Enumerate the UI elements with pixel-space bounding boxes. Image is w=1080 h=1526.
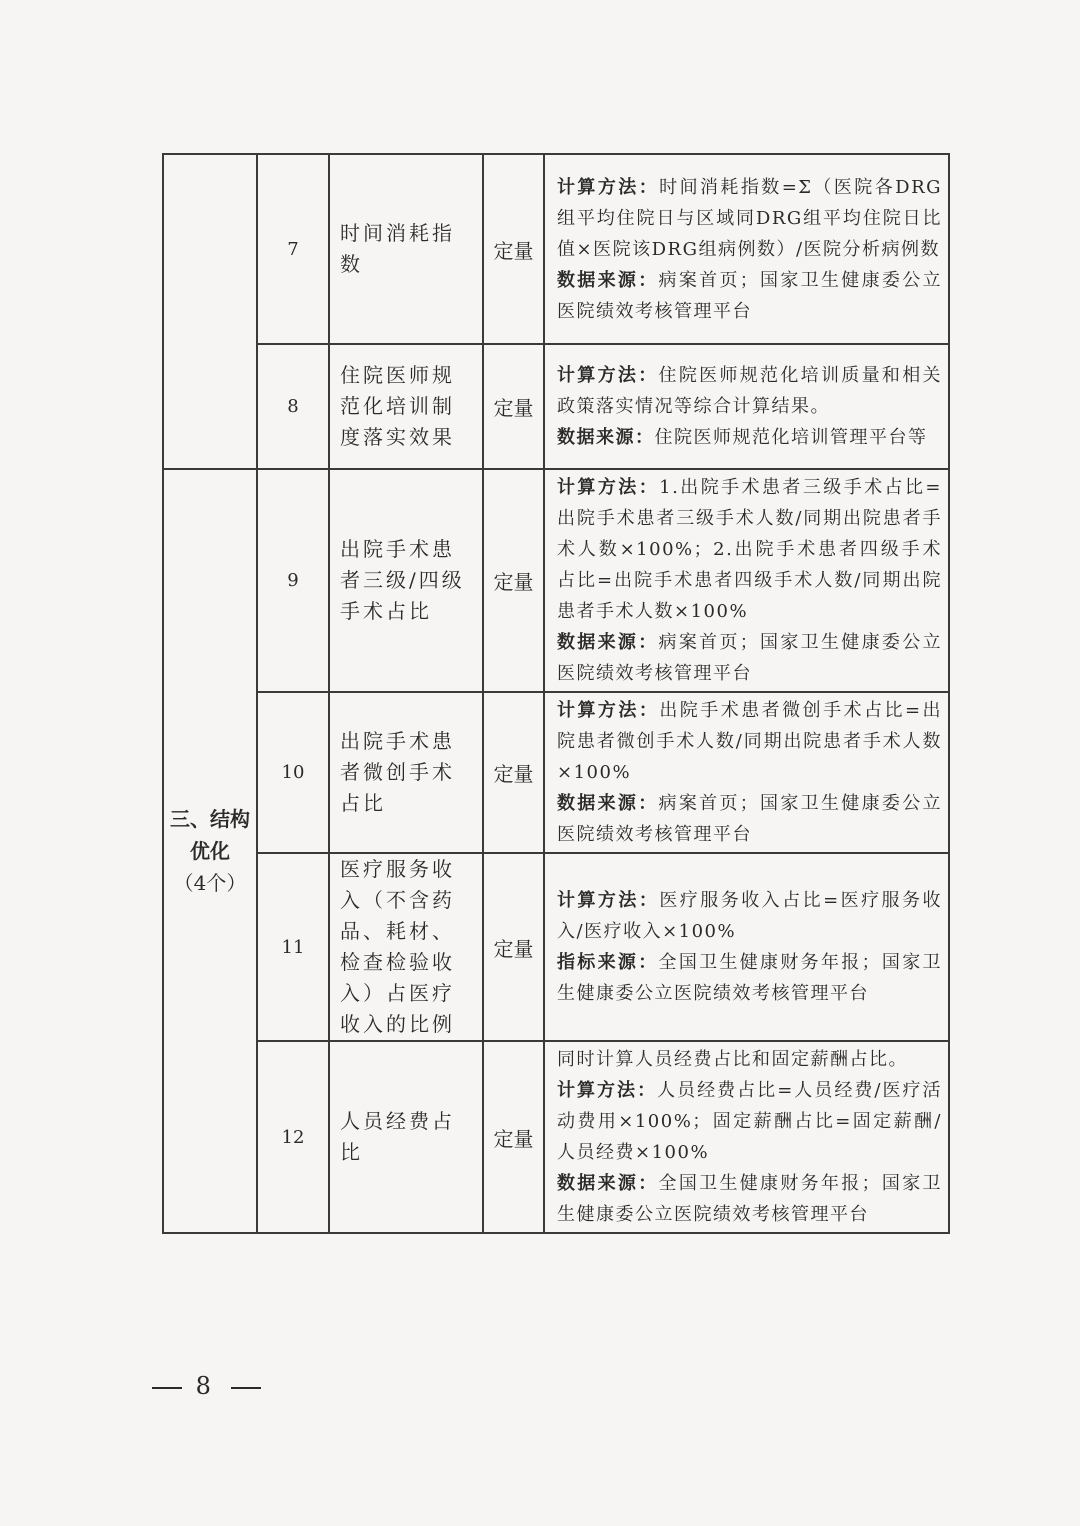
category-name-line2: 优化: [190, 839, 230, 863]
category-name-line1: 三、结构: [170, 807, 250, 831]
intro-text: 同时计算人员经费占比和固定薪酬占比。: [557, 1049, 908, 1070]
indicator-type: 定量: [483, 692, 544, 853]
method-text: 时间消耗指数=Σ（医院各DRG组平均住院日与区域同DRG组平均住院日比值×医院该DRG组病例数）/医院分析病例数: [557, 176, 943, 260]
row-number: 11: [257, 853, 329, 1041]
method-text: 出院手术患者微创手术占比=出院患者微创手术人数/同期出院患者手术人数×100%: [557, 700, 942, 783]
table-row: [163, 1041, 949, 1233]
row-number: 10: [257, 692, 329, 853]
indicator-description: [544, 853, 949, 1041]
source-text: 全国卫生健康财务年报；国家卫生健康委公立医院绩效考核管理平台: [557, 1173, 943, 1225]
page-footer: [152, 1372, 261, 1400]
method-label: 计算方法：: [557, 477, 660, 498]
method-text: 人员经费占比=人员经费/医疗活动费用×100%；固定薪酬占比=固定薪酬/人员经费×100%: [557, 1080, 942, 1163]
table-row: [163, 344, 949, 469]
source-label: 数据来源：: [557, 793, 659, 814]
indicator-type: 定量: [483, 1041, 544, 1233]
source-text: 全国卫生健康财务年报；国家卫生健康委公立医院绩效考核管理平台: [557, 952, 943, 1004]
indicator-name: 出院手术患者三级/四级手术占比: [329, 469, 483, 692]
table-row: [163, 154, 949, 344]
method-label: 计算方法：: [557, 890, 660, 911]
row-number: 8: [257, 344, 329, 469]
method-text: 1.出院手术患者三级手术占比=出院手术患者三级手术人数/同期出院患者手术人数×100%；2.出院手术患者四级手术占比=出院手术患者四级手术人数/同期出院患者手术人数×100%: [557, 477, 942, 622]
indicator-name: 时间消耗指数: [329, 154, 483, 344]
method-label: 计算方法：: [557, 365, 659, 386]
source-label: 指标来源：: [557, 952, 659, 973]
indicator-type: 定量: [483, 853, 544, 1041]
source-text: 病案首页；国家卫生健康委公立医院绩效考核管理平台: [557, 269, 943, 322]
source-label: 数据来源：: [557, 632, 659, 653]
method-text: 住院医师规范化培训质量和相关政策落实情况等综合计算结果。: [557, 365, 943, 417]
indicator-description: [544, 1041, 949, 1233]
source-text: 病案首页；国家卫生健康委公立医院绩效考核管理平台: [557, 632, 943, 684]
page-number: 8: [195, 1372, 217, 1400]
table-row: [163, 692, 949, 853]
indicator-description: [544, 469, 949, 692]
source-label: 数据来源：: [557, 427, 655, 448]
row-number: 12: [257, 1041, 329, 1233]
indicator-name: 住院医师规范化培训制度落实效果: [329, 344, 483, 469]
source-text: 住院医师规范化培训管理平台等: [654, 427, 928, 448]
table-row: [163, 853, 949, 1041]
indicator-name: 出院手术患者微创手术占比: [329, 692, 483, 853]
indicator-name: 医疗服务收入（不含药品、耗材、检查检验收入）占医疗收入的比例: [329, 853, 483, 1041]
row-number: 9: [257, 469, 329, 692]
footer-dash-right: [231, 1387, 261, 1389]
table-row: [163, 469, 949, 692]
indicator-type: 定量: [483, 469, 544, 692]
method-label: 计算方法：: [557, 700, 660, 721]
method-label: 计算方法：: [557, 1080, 658, 1101]
indicator-description: [544, 692, 949, 853]
indicator-type: 定量: [483, 154, 544, 344]
footer-dash-left: [152, 1387, 182, 1389]
source-label: 数据来源：: [557, 269, 659, 291]
indicator-name: 人员经费占比: [329, 1041, 483, 1233]
category-cell-empty: [163, 154, 257, 469]
method-text: 医疗服务收入占比=医疗服务收入/医疗收入×100%: [557, 890, 942, 942]
row-number: 7: [257, 154, 329, 344]
category-count: （4个）: [173, 871, 247, 895]
category-cell: [163, 469, 257, 1233]
indicator-type: 定量: [483, 344, 544, 469]
indicator-description: [544, 154, 949, 344]
source-text: 病案首页；国家卫生健康委公立医院绩效考核管理平台: [557, 793, 943, 845]
method-label: 计算方法：: [557, 176, 660, 198]
indicator-table: [162, 153, 950, 1234]
indicator-description: [544, 344, 949, 469]
source-label: 数据来源：: [557, 1173, 659, 1194]
